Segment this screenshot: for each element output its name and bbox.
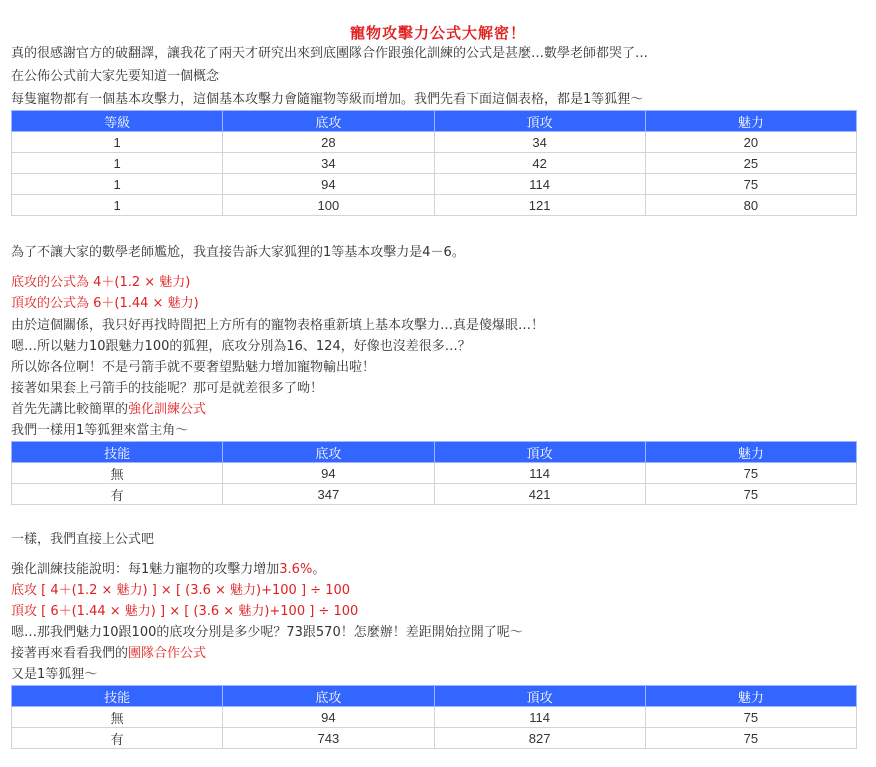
table-cell: 28	[223, 132, 434, 153]
intro-line-1: 真的很感謝官方的破翻譯，讓我花了兩天才研究出來到底團隊合作跟強化訓練的公式是甚麼…數學老師都哭了…	[11, 46, 649, 61]
table-cell: 347	[223, 484, 434, 505]
column-header: 底攻	[223, 111, 434, 132]
table-cell: 94	[223, 463, 434, 484]
table-cell: 827	[434, 728, 645, 749]
table-row	[12, 707, 857, 728]
column-header: 頂攻	[434, 442, 645, 463]
table-cell: 114	[434, 707, 645, 728]
table-cell: 75	[645, 463, 856, 484]
formula-base-high: 頂攻的公式為 6＋(1.44 × 魅力)	[11, 296, 199, 311]
column-header: 等級	[12, 111, 223, 132]
section2-line-6	[11, 401, 206, 419]
table-cell: 42	[434, 153, 645, 174]
table-row	[12, 153, 857, 174]
table-cell: 有	[12, 484, 223, 505]
table-cell: 75	[645, 728, 856, 749]
table-header-row	[12, 686, 857, 707]
column-header: 頂攻	[434, 111, 645, 132]
table-cell: 743	[223, 728, 434, 749]
table-cell: 114	[434, 463, 645, 484]
table-cell: 1	[12, 174, 223, 195]
highlight-text: 團隊合作公式	[128, 646, 207, 661]
section3-line-2	[11, 561, 325, 579]
table-cell: 無	[12, 463, 223, 484]
section3-line-3: 嗯…那我們魅力10跟100的底攻分別是多少呢？73跟570！怎麼辦！差距開始拉開了呢～	[11, 625, 523, 640]
formula-base-low: 底攻的公式為 4＋(1.2 × 魅力)	[11, 275, 191, 290]
section2-line-1: 為了不讓大家的數學老師尷尬，我直接告訴大家狐狸的1等基本攻擊力是4－6。	[11, 245, 465, 260]
table-header-row	[12, 442, 857, 463]
table-row	[12, 195, 857, 216]
teamwork-skill-table	[11, 685, 857, 749]
formula-training-high: 頂攻 [ 6＋(1.44 × 魅力) ] × [ (3.6 × 魅力)+100 ] ÷ 100	[11, 604, 359, 619]
formula-training-low: 底攻 [ 4＋(1.2 × 魅力) ] × [ (3.6 × 魅力)+100 ] ÷ 100	[11, 583, 351, 598]
table-cell: 80	[645, 195, 856, 216]
table-cell: 無	[12, 707, 223, 728]
level-stats-table	[11, 110, 857, 216]
intro-line-3: 每隻寵物都有一個基本攻擊力，這個基本攻擊力會隨寵物等級而增加。我們先看下面這個表格，都是1等狐狸～	[11, 92, 644, 107]
section3-line-1: 一樣，我們直接上公式吧	[11, 532, 155, 547]
column-header: 魅力	[645, 686, 856, 707]
text-span: 接著再來看看我們的	[11, 646, 129, 661]
table-row	[12, 463, 857, 484]
table-cell: 75	[645, 174, 856, 195]
table-cell: 75	[645, 484, 856, 505]
table-row	[12, 728, 857, 749]
highlight-text: 3.6%	[279, 562, 313, 577]
table-cell: 34	[223, 153, 434, 174]
table-cell: 121	[434, 195, 645, 216]
column-header: 底攻	[223, 442, 434, 463]
table-cell: 421	[434, 484, 645, 505]
table-cell: 1	[12, 132, 223, 153]
table-row	[12, 174, 857, 195]
section2-line-2: 由於這個關係，我只好再找時間把上方所有的寵物表格重新填上基本攻擊力…真是傻爆眼…！	[11, 318, 545, 333]
section3-line-5: 又是1等狐狸～	[11, 667, 98, 682]
page-title: 寵物攻擊力公式大解密！	[349, 24, 526, 42]
column-header: 頂攻	[434, 686, 645, 707]
section2-line-3: 嗯…所以魅力10跟魅力100的狐狸，底攻分別為16、124，好像也沒差很多…？	[11, 339, 471, 354]
table-header-row	[12, 111, 857, 132]
column-header: 魅力	[645, 442, 856, 463]
table-cell: 34	[434, 132, 645, 153]
text-span: 強化訓練技能說明：每1魅力寵物的攻擊力增加	[11, 562, 280, 577]
table-cell: 94	[223, 174, 434, 195]
table-cell: 94	[223, 707, 434, 728]
section2-line-4: 所以妳各位啊！不是弓箭手就不要奢望點魅力增加寵物輸出啦！	[11, 360, 376, 375]
intro-line-2: 在公佈公式前大家先要知道一個概念	[11, 69, 220, 84]
column-header: 底攻	[223, 686, 434, 707]
table-cell: 1	[12, 153, 223, 174]
column-header: 魅力	[645, 111, 856, 132]
section2-line-7: 我們一樣用1等狐狸來當主角～	[11, 423, 189, 438]
table-row	[12, 132, 857, 153]
section3-line-4	[11, 645, 206, 663]
training-skill-table	[11, 441, 857, 505]
table-row	[12, 484, 857, 505]
table-cell: 20	[645, 132, 856, 153]
highlight-text: 強化訓練公式	[128, 402, 207, 417]
table-cell: 75	[645, 707, 856, 728]
section2-line-5: 接著如果套上弓箭手的技能呢？那可是就差很多了呦！	[11, 381, 324, 396]
table-cell: 25	[645, 153, 856, 174]
column-header: 技能	[12, 442, 223, 463]
table-cell: 100	[223, 195, 434, 216]
table-cell: 1	[12, 195, 223, 216]
text-span: 首先先講比較簡單的	[11, 402, 129, 417]
table-cell: 有	[12, 728, 223, 749]
text-span: 。	[312, 562, 326, 577]
table-cell: 114	[434, 174, 645, 195]
column-header: 技能	[12, 686, 223, 707]
